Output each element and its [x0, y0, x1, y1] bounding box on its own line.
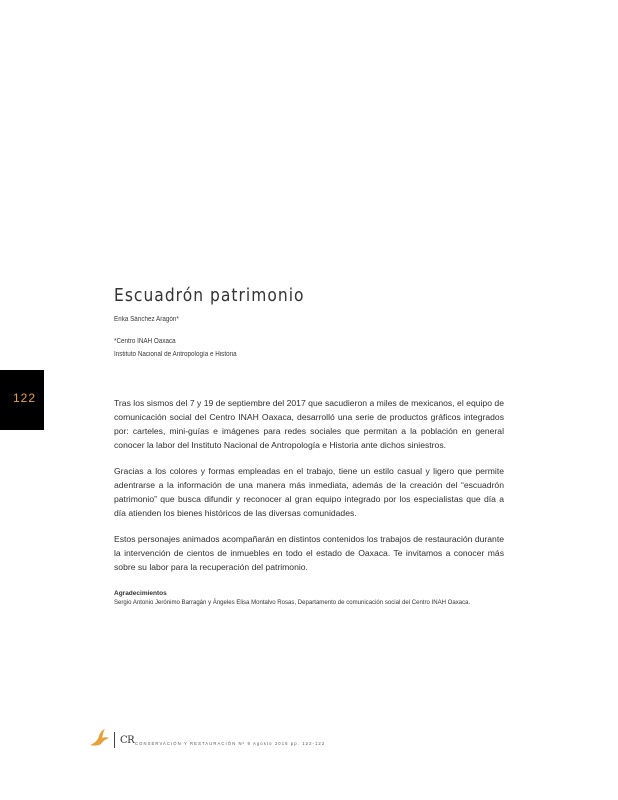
acknowledgments-section: [114, 589, 534, 607]
acknowledgments-text: Sergio Antonio Jerónimo Barragán y Ángeles Elisa Montalvo Rosas, Departamento de comunicación social del Centro INAH Oaxaca.: [114, 599, 471, 606]
bird-logo-icon: [88, 728, 110, 748]
affiliation-institute: Instituto Nacional de Antropología e Historia: [114, 351, 237, 358]
paragraph: Gracias a los colores y formas empleadas en el trabajo, tiene un estilo casual y ligero que permite adentrarse a la información de una manera más inmediata, además de la creación del “escuadrón patrimonio” que busca difundir y reconocer al gran equipo integrado por los especialistas que día a día atienden los bienes históricos de las diversas comunidades.: [114, 466, 504, 518]
paragraph: Estos personajes animados acompañarán en distintos contenidos los trabajos de restauración durante la intervención de cientos de inmuebles en todo el estado de Oaxaca. Te invitamos a conocer más sobre su labor para la recuperación del patrimonio.: [114, 534, 504, 572]
footer-divider: [114, 732, 115, 748]
journal-info: CONSERVACIÓN Y RESTAURACIÓN Nº 9 Agosto 2016 pp. 122-122: [135, 741, 326, 746]
author-name: Erika Sánchez Aragón*: [114, 316, 179, 323]
affiliation-center: *Centro INAH Oaxaca: [114, 338, 176, 345]
page-footer: [88, 728, 348, 750]
page-number: 122: [13, 391, 37, 405]
article-title: Escuadrón patrimonio: [114, 285, 305, 306]
paragraph: Tras los sismos del 7 y 19 de septiembre del 2017 que sacudieron a miles de mexicanos, el equipo de comunicación social del Centro INAH Oaxaca, desarrolló una serie de productos gráficos integrados por: carteles, mini-guías e imágenes para redes sociales que permitan a la población en general conocer la labor del Instituto Nacional de Antropología e Historia ante dichos siniestros.: [114, 398, 504, 450]
journal-logo: CR: [120, 735, 135, 746]
acknowledgments-heading: Agradecimientos: [114, 590, 167, 597]
page-number-tab: [0, 370, 44, 430]
article-body: [114, 396, 504, 586]
